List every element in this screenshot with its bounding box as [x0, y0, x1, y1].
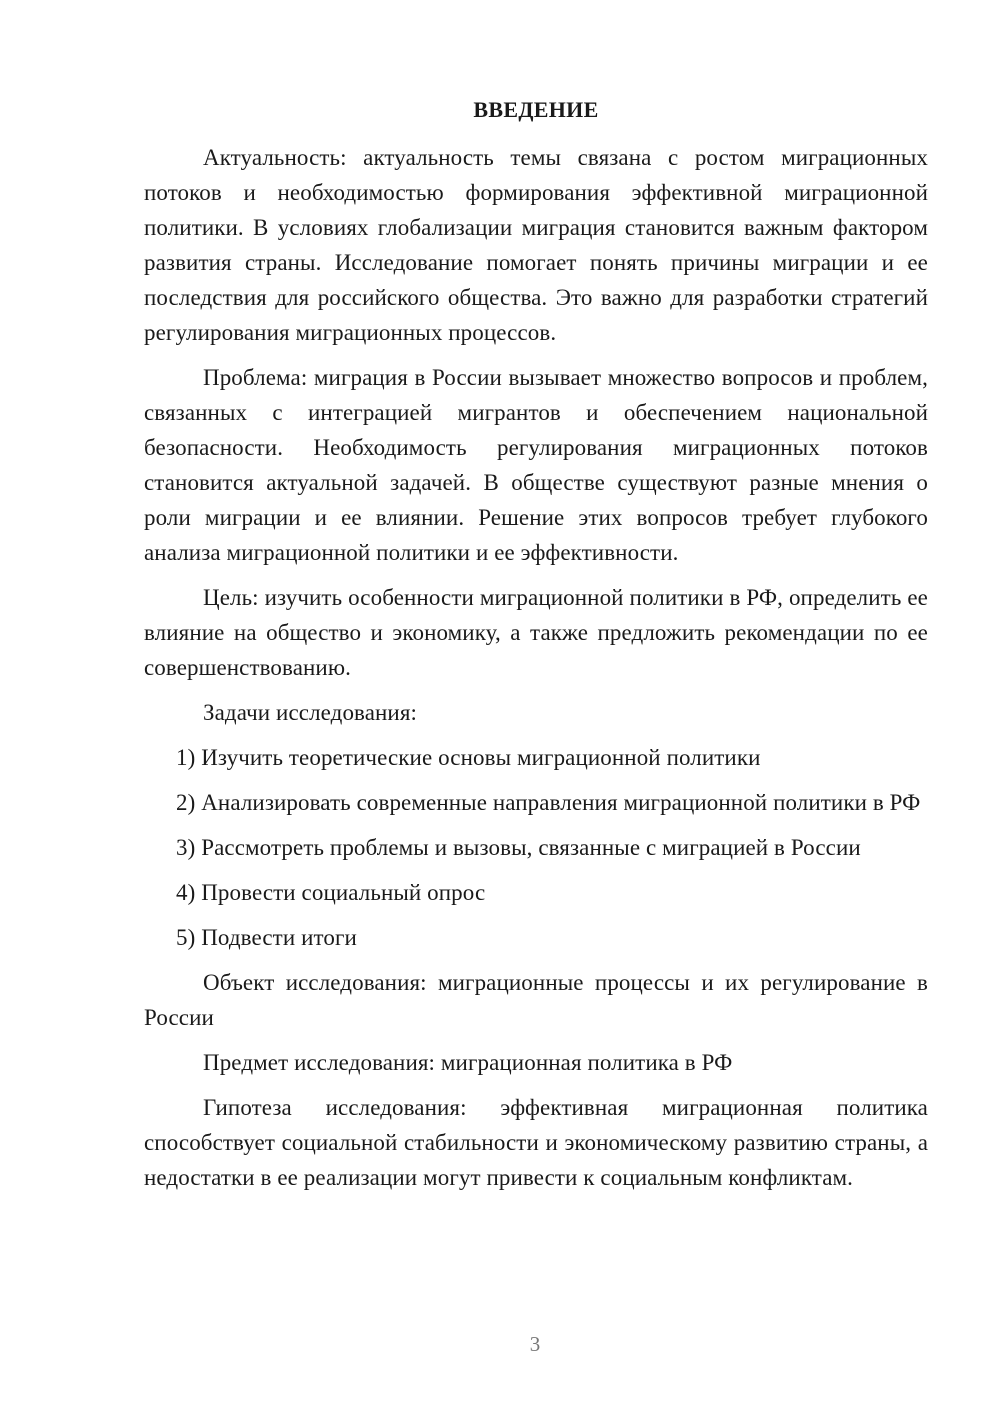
task-item-4: 4) Провести социальный опрос: [176, 880, 486, 905]
task-item-1: 1) Изучить теоретические основы миграционной политики: [176, 745, 761, 770]
task-item-2: 2) Анализировать современные направления миграционной политики в РФ: [176, 790, 921, 815]
task-item-5: 5) Подвести итоги: [176, 925, 357, 950]
relevance-paragraph: Актуальность: актуальность темы связана с ростом миграционных потоков и необходимостью формирования эффективной миграционной политики. В условиях глобализации миграция становится важным фактором развития страны. Исследование помогает понять причины миграции и ее последствия для российского общества. Это важно для разработки стратегий регулирования миграционных процессов.: [144, 145, 928, 345]
object-paragraph: Объект исследования: миграционные процессы и их регулирование в России: [144, 970, 928, 1030]
subject-paragraph: Предмет исследования: миграционная политика в РФ: [203, 1050, 733, 1075]
hypothesis-paragraph: Гипотеза исследования: эффективная миграционная политика способствует социальной стабильности и экономическому развитию страны, а недостатки в ее реализации могут привести к социальным конфликтам.: [144, 1095, 928, 1190]
page-content: [144, 95, 928, 1205]
goal-paragraph: Цель: изучить особенности миграционной политики в РФ, определить ее влияние на общество и экономику, а также предложить рекомендации по ее совершенствованию.: [144, 585, 928, 680]
page-number: 3: [529, 1332, 541, 1356]
section-title: ВВЕДЕНИЕ: [473, 97, 599, 122]
tasks-heading: Задачи исследования:: [203, 700, 418, 725]
problem-paragraph: Проблема: миграция в России вызывает множество вопросов и проблем, связанных с интеграцией мигрантов и обеспечением национальной безопасности. Необходимость регулирования миграционных потоков становится актуальной задачей. В обществе существуют разные мнения о роли миграции и ее влиянии. Решение этих вопросов требует глубокого анализа миграционной политики и ее эффективности.: [144, 365, 928, 565]
task-item-3: 3) Рассмотреть проблемы и вызовы, связанные с миграцией в России: [176, 835, 861, 860]
